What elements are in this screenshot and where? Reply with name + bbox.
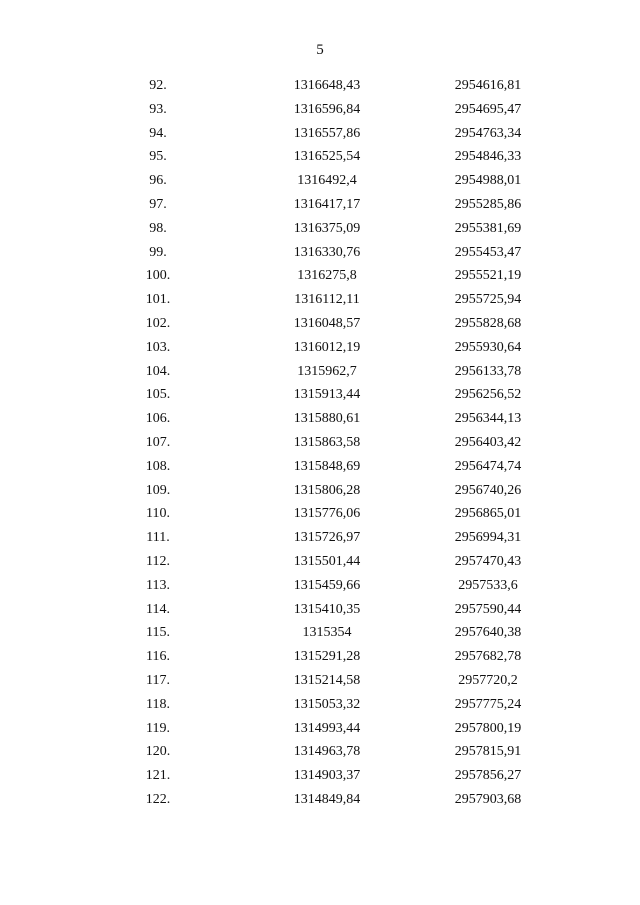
coordinate-y: 2957470,43 [454, 553, 522, 569]
coordinate-x: 1315848,69 [293, 458, 361, 474]
table-row [0, 241, 640, 265]
table-row [0, 550, 640, 574]
coordinates-table [0, 74, 640, 812]
coordinate-y: 2956344,13 [454, 411, 522, 427]
table-row [0, 336, 640, 360]
coordinate-y: 2956403,42 [454, 434, 522, 450]
coordinate-y: 2955521,19 [454, 268, 522, 284]
coordinate-x: 1315863,58 [293, 434, 361, 450]
table-row [0, 479, 640, 503]
coordinate-x: 1315459,66 [293, 577, 361, 593]
coordinate-y: 2957903,68 [454, 791, 522, 807]
coordinate-y: 2955453,47 [454, 244, 522, 260]
coordinate-x: 1315214,58 [293, 672, 361, 688]
point-number: 112. [146, 553, 170, 569]
table-row [0, 145, 640, 169]
point-number: 102. [145, 315, 171, 331]
coordinate-y: 2956994,31 [454, 530, 522, 546]
table-row [0, 193, 640, 217]
coordinate-y: 2957682,78 [454, 649, 522, 665]
coordinate-x: 1316525,54 [293, 149, 361, 165]
table-row [0, 740, 640, 764]
coordinate-y: 2955930,64 [454, 339, 522, 355]
table-row [0, 264, 640, 288]
coordinate-y: 2954763,34 [454, 125, 522, 141]
coordinate-x: 1316112,11 [294, 292, 360, 308]
coordinate-y: 2956474,74 [454, 458, 522, 474]
coordinate-x: 1315501,44 [293, 553, 361, 569]
table-row [0, 217, 640, 241]
table-row [0, 312, 640, 336]
point-number: 101. [145, 292, 171, 308]
coordinate-x: 1316648,43 [293, 78, 361, 93]
point-number: 111. [146, 530, 170, 546]
table-row [0, 621, 640, 645]
coordinate-x: 1316275,8 [297, 268, 357, 284]
coordinate-y: 2954988,01 [454, 173, 522, 189]
point-number: 108. [145, 458, 171, 474]
coordinate-x: 1315962,7 [297, 363, 357, 379]
coordinate-x: 1315880,61 [293, 411, 361, 427]
coordinate-y: 2957590,44 [454, 601, 522, 617]
point-number: 122. [145, 791, 171, 807]
coordinate-x: 1315354 [302, 625, 352, 641]
point-number: 118. [146, 696, 170, 712]
coordinate-x: 1316048,57 [293, 315, 361, 331]
coordinate-x: 1314993,44 [293, 720, 361, 736]
table-row [0, 526, 640, 550]
table-row [0, 122, 640, 146]
page-number: 5 [316, 42, 324, 58]
point-number: 106. [145, 411, 171, 427]
coordinate-y: 2954846,33 [454, 149, 522, 165]
coordinate-y: 2956133,78 [454, 363, 522, 379]
coordinate-y: 2957856,27 [454, 768, 522, 784]
table-row [0, 645, 640, 669]
coordinate-x: 1314849,84 [293, 791, 361, 807]
coordinate-x: 1316596,84 [293, 101, 361, 117]
coordinate-y: 2957815,91 [454, 744, 522, 760]
table-row [0, 169, 640, 193]
table-row [0, 669, 640, 693]
point-number: 116. [146, 649, 170, 665]
coordinate-y: 2954695,47 [454, 101, 522, 117]
point-number: 97. [149, 196, 167, 212]
point-number: 100. [145, 268, 171, 284]
coordinate-y: 2957640,38 [454, 625, 522, 641]
point-number: 117. [146, 672, 170, 688]
point-number: 110. [146, 506, 170, 522]
coordinate-x: 1315410,35 [293, 601, 361, 617]
point-number: 103. [145, 339, 171, 355]
coordinate-x: 1316417,17 [293, 196, 361, 212]
point-number: 105. [145, 387, 171, 403]
coordinate-x: 1315806,28 [293, 482, 361, 498]
coordinate-y: 2954616,81 [454, 78, 522, 93]
point-number: 96. [149, 173, 167, 189]
table-row [0, 598, 640, 622]
table-row [0, 693, 640, 717]
coordinate-y: 2955381,69 [454, 220, 522, 236]
table-row [0, 383, 640, 407]
point-number: 119. [146, 720, 170, 736]
coordinate-x: 1315726,97 [293, 530, 361, 546]
coordinate-y: 2955828,68 [454, 315, 522, 331]
point-number: 104. [145, 363, 171, 379]
point-number: 109. [145, 482, 171, 498]
coordinate-y: 2956740,26 [454, 482, 522, 498]
coordinate-y: 2957533,6 [458, 577, 518, 593]
coordinate-y: 2957800,19 [454, 720, 522, 736]
table-row [0, 502, 640, 526]
table-row [0, 74, 640, 98]
coordinate-x: 1315776,06 [293, 506, 361, 522]
table-row [0, 574, 640, 598]
coordinate-y: 2956256,52 [454, 387, 522, 403]
coordinate-x: 1316492,4 [297, 173, 357, 189]
table-row [0, 431, 640, 455]
point-number: 94. [149, 125, 167, 141]
table-row [0, 788, 640, 812]
point-number: 120. [145, 744, 171, 760]
coordinate-x: 1314963,78 [293, 744, 361, 760]
table-row [0, 717, 640, 741]
coordinate-x: 1315053,32 [293, 696, 361, 712]
coordinate-y: 2957720,2 [458, 672, 518, 688]
table-row [0, 360, 640, 384]
point-number: 95. [149, 149, 167, 165]
coordinate-x: 1315913,44 [293, 387, 361, 403]
coordinate-y: 2955725,94 [454, 292, 522, 308]
point-number: 115. [146, 625, 170, 641]
coordinate-y: 2956865,01 [454, 506, 522, 522]
point-number: 92. [149, 78, 167, 93]
coordinate-x: 1315291,28 [293, 649, 361, 665]
table-row [0, 764, 640, 788]
coordinate-y: 2957775,24 [454, 696, 522, 712]
point-number: 114. [146, 601, 170, 617]
coordinate-x: 1316012,19 [293, 339, 361, 355]
point-number: 99. [149, 244, 167, 260]
point-number: 113. [146, 577, 170, 593]
point-number: 121. [145, 768, 171, 784]
coordinate-x: 1314903,37 [293, 768, 361, 784]
table-row [0, 288, 640, 312]
point-number: 93. [149, 101, 167, 117]
coordinate-x: 1316375,09 [293, 220, 361, 236]
coordinate-y: 2955285,86 [454, 196, 522, 212]
coordinate-x: 1316557,86 [293, 125, 361, 141]
table-row [0, 98, 640, 122]
table-row [0, 455, 640, 479]
point-number: 98. [149, 220, 167, 236]
coordinate-x: 1316330,76 [293, 244, 361, 260]
table-row [0, 407, 640, 431]
point-number: 107. [145, 434, 171, 450]
